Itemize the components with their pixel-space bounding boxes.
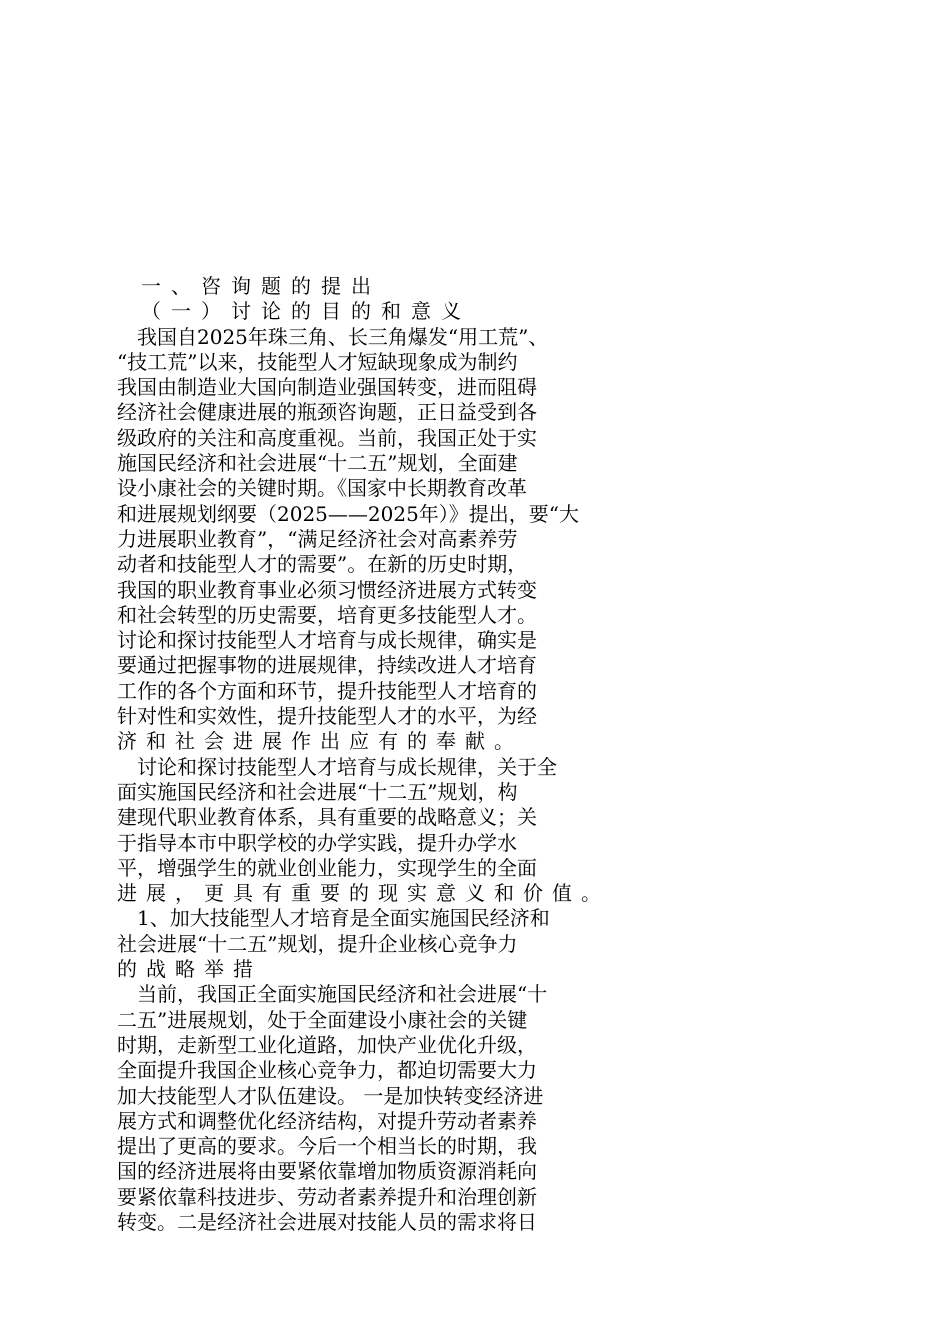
paragraph-line: 时期，走新型工业化道路，加快产业优化升级，: [117, 1032, 537, 1057]
paragraph-line: 经济社会健康进展的瓶颈咨询题，正日益受到各: [117, 400, 537, 425]
paragraph-line: 进展，更具有重要的现实意义和价值。: [117, 881, 610, 906]
paragraph-line: 要通过把握事物的进展规律，持续改进人才培育: [117, 653, 537, 678]
section-title-line: 1、加大技能型人才培育是全面实施国民经济和: [137, 906, 550, 931]
paragraph-line: 我国的职业教育事业必须习惯经济进展方式转变: [117, 577, 537, 602]
paragraph-line: 我国自2025年珠三角、长三角爆发“用工荒”、: [137, 324, 549, 349]
paragraph-line: 当前，我国正全面实施国民经济和社会进展“十: [137, 982, 548, 1007]
paragraph-line: 转变。二是经济社会进展对技能人员的需求将日: [117, 1209, 537, 1234]
paragraph-line: 工作的各个方面和环节，提升技能型人才培育的: [117, 678, 537, 703]
paragraph-line: 提出了更高的要求。今后一个相当长的时期，我: [117, 1134, 537, 1159]
paragraph-line: 讨论和探讨技能型人才培育与成长规律，确实是: [117, 628, 537, 653]
paragraph-line: 动者和技能型人才的需要”。在新的历史时期，: [117, 552, 528, 577]
paragraph-line: 二五”进展规划，处于全面建设小康社会的关键: [117, 1007, 528, 1032]
paragraph-line: 国的经济进展将由要紧依靠增加物质资源消耗向: [117, 1159, 537, 1184]
section-title-line: 社会进展“十二五”规划，提升企业核心竞争力: [117, 931, 518, 956]
paragraph-line: 我国由制造业大国向制造业强国转变，进而阻碍: [117, 375, 537, 400]
paragraph-line: 讨论和探讨技能型人才培育与成长规律，关于全: [137, 754, 557, 779]
paragraph-line: 级政府的关注和高度重视。当前，我国正处于实: [117, 425, 537, 450]
document-body: [117, 274, 829, 1235]
paragraph-line: 面实施国民经济和社会进展“十二五”规划，构: [117, 779, 518, 804]
paragraph-line: 加大技能型人才队伍建设。 一是加快转变经济进: [117, 1083, 544, 1108]
paragraph-line: 设小康社会的关键时期。《国家中长期教育改革: [117, 476, 527, 501]
paragraph-line: 全面提升我国企业核心竞争力，都迫切需要大力: [117, 1058, 537, 1083]
paragraph-line: 济和社会进展作出应有的奉献。: [117, 729, 523, 754]
paragraph-line: 针对性和实效性，提升技能型人才的水平，为经: [117, 704, 537, 729]
section-title-line: 的战略举措: [117, 957, 262, 982]
paragraph-line: 施国民经济和社会进展“十二五”规划，全面建: [117, 451, 518, 476]
paragraph-line: 力进展职业教育”，“满足经济社会对高素养劳: [117, 526, 518, 551]
paragraph-line: 和进展规划纲要（2025——2025年）》提出，要“大: [117, 501, 580, 526]
paragraph-line: “技工荒”以来，技能型人才短缺现象成为制约: [117, 349, 518, 374]
subsection-heading: （一）讨论的目的和意义: [141, 299, 471, 324]
paragraph-line: 建现代职业教育体系，具有重要的战略意义；关: [117, 805, 537, 830]
paragraph-line: 要紧依靠科技进步、劳动者素养提升和治理创新: [117, 1184, 537, 1209]
paragraph-line: 平，增强学生的就业创业能力，实现学生的全面: [117, 855, 537, 880]
section-heading: 一、咨询题的提出: [141, 274, 381, 298]
paragraph-line: 展方式和调整优化经济结构，对提升劳动者素养: [117, 1108, 537, 1133]
paragraph-line: 于指导本市中职学校的办学实践，提升办学水: [117, 830, 517, 855]
paragraph-line: 和社会转型的历史需要，培育更多技能型人才。: [117, 602, 537, 627]
